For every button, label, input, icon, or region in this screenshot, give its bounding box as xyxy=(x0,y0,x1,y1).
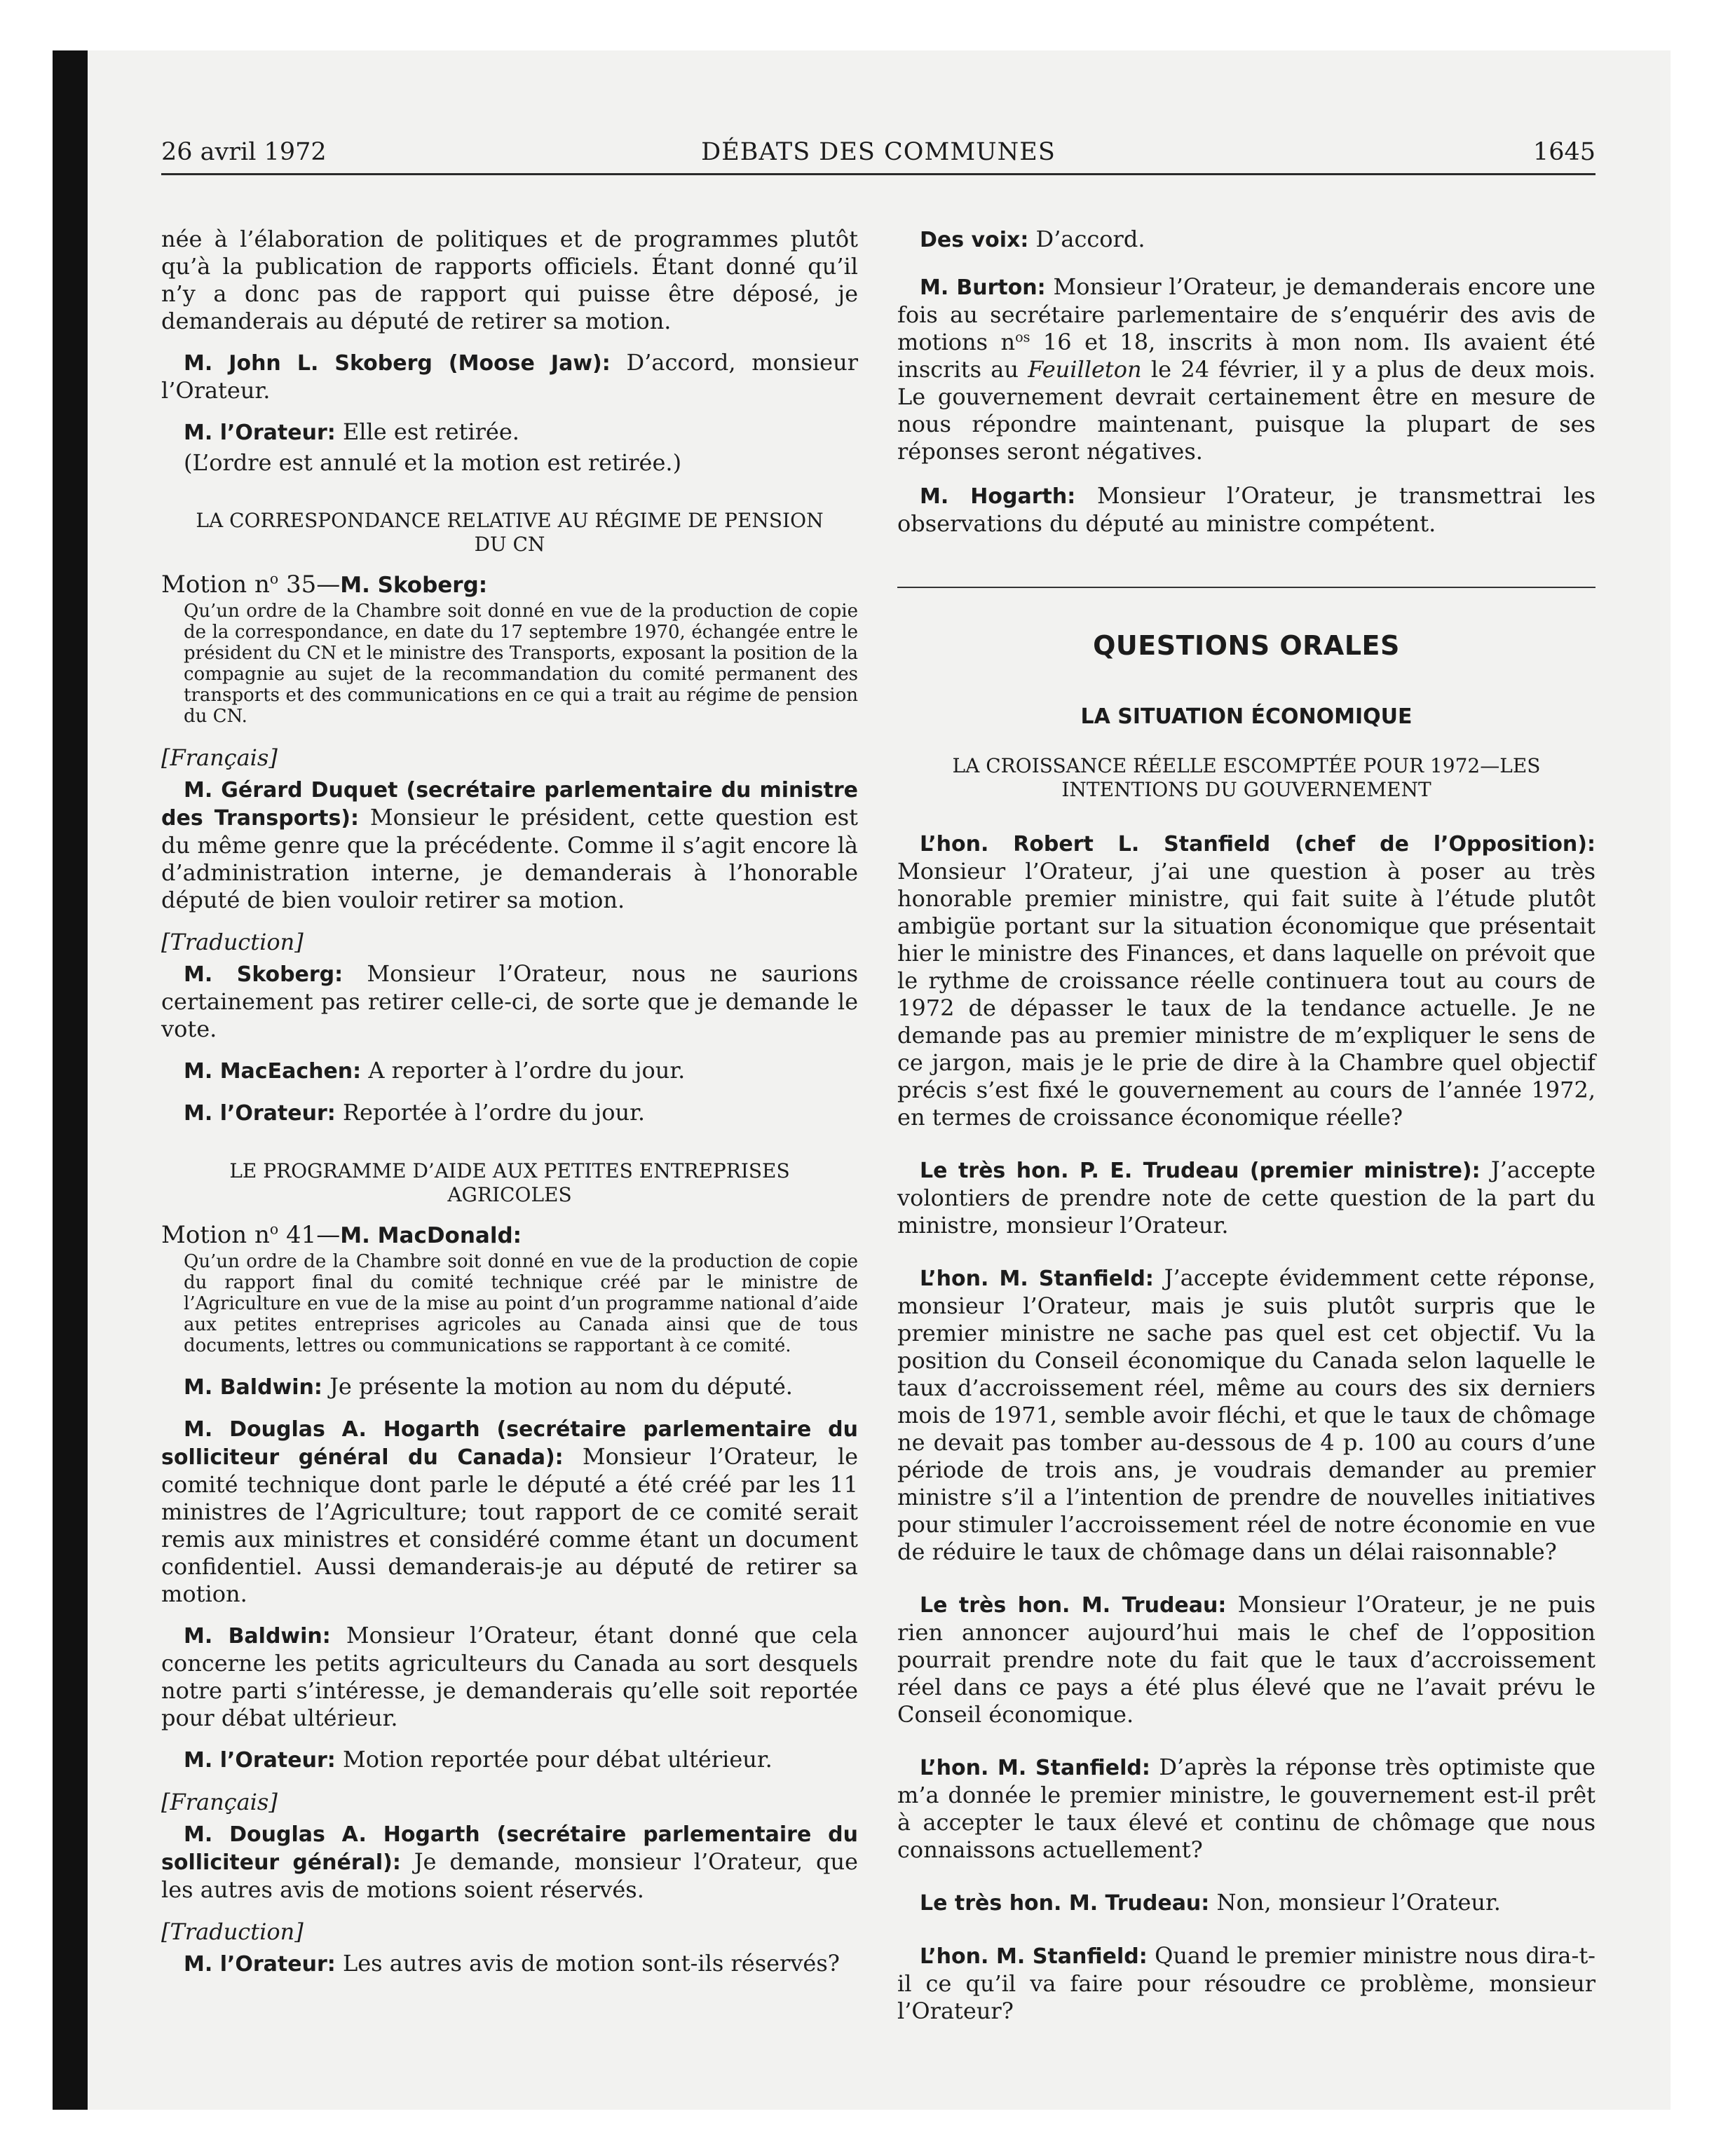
speaker-name: M. Douglas A. Hogarth (secrétaire parlementaire du solliciteur général du Canada): xyxy=(161,1417,858,1470)
speaker-name: M. Hogarth: xyxy=(920,484,1076,509)
paragraph: née à l’élaboration de politiques et de programmes plutôt qu’à la publication de rapports officiels. Étant donné qu’il n’y a donc pas de rapport qui puisse être déposé, je demanderais au député de retirer sa motion. xyxy=(161,226,858,334)
motion-text: Qu’un ordre de la Chambre soit donné en vue de la production de copie de la correspondance, en date du 17 septembre 1970, échangée entre le président du CN et le ministre des Transports, exposant la position de la compagnie au sujet de la recommandation du comité permanent des transports et des communications en ce qui a trait au régime de pension du CN. xyxy=(184,601,858,727)
section-title: QUESTIONS ORALES xyxy=(1093,630,1400,661)
motion-mover: M. MacDonald: xyxy=(340,1223,522,1248)
paragraph xyxy=(161,1950,858,1978)
paragraph xyxy=(161,1746,858,1774)
paragraph xyxy=(161,1622,858,1732)
speaker-name: M. l’Orateur: xyxy=(184,421,336,445)
speech-text: Quand le premier ministre nous dira-t-il ce qu’il va faire pour résoudre ce problème, monsieur l’Orateur? xyxy=(897,1942,1595,2024)
paragraph xyxy=(897,830,1595,1131)
speech-text: Monsieur l’Orateur, je transmettrai les observations du député au ministre compétent. xyxy=(897,482,1595,537)
speech-text: 16 et 18, inscrits à mon nom. Ils avaient été inscrits au xyxy=(897,329,1595,383)
speech-text: Reportée à l’ordre du jour. xyxy=(335,1099,646,1126)
header-title: DÉBATS DES COMMUNES xyxy=(701,138,1056,166)
speech-text: Monsieur le président, cette question est du même genre que la précédente. Comme il s’agit encore là d’administration interne, je demanderais à l’honorable député de bien vouloir retirer sa motion. xyxy=(161,804,859,913)
speech-text: Monsieur l’Orateur, j’ai une question à poser au très honorable premier ministre, qui fait suite à l’étude plutôt ambigüe portant sur la situation économique que présentait hier le ministre des Finances, et dans laquelle on prévoit que le rythme de croissance réelle continuera tout au cours de 1972 de dépasser le taux de la tendance actuelle. Je ne demande pas au premier ministre de m’expliquer le sens de ce jargon, mais je le prie de dire à la Chambre quel objectif précis s’est fixé le gouvernement au cours de l’année 1972, en termes de croissance économique réelle? xyxy=(897,858,1595,1131)
paragraph xyxy=(897,1942,1595,2025)
speech-text: le 24 février, il y a plus de deux mois. Le gouvernement devrait certainement être en mesure de nous répondre maintenant, puisque la plupart de ses réponses seront négatives. xyxy=(897,356,1596,465)
language-tag: [Traduction] xyxy=(161,929,304,955)
paragraph xyxy=(897,1264,1595,1566)
speaker-name: M. l’Orateur: xyxy=(184,1952,336,1977)
speech-text: D’après la réponse très optimiste que m’a donnée le premier ministre, le gouvernement est-il prêt à accepter le taux élevé et continu de chômage que nous connaissons actuellement? xyxy=(897,1754,1595,1863)
speech-sup: os xyxy=(1015,329,1030,346)
language-tag: [Français] xyxy=(161,1789,278,1815)
speech-text: J’accepte volontiers de prendre note de cette question de la part du ministre, monsieur l’Orateur. xyxy=(897,1157,1596,1239)
speech-text: Monsieur l’Orateur, je demanderais encore une fois au secrétaire parlementaire de s’enquérir des avis de motions n xyxy=(897,273,1595,355)
speech-text: Elle est retirée. xyxy=(335,418,519,445)
speaker-name: L’hon. M. Stanfield: xyxy=(920,1267,1154,1291)
speaker-name: M. Douglas A. Hogarth (secrétaire parlementaire du solliciteur général): xyxy=(161,1822,858,1875)
right-column xyxy=(897,226,1595,2050)
paragraph xyxy=(161,349,858,404)
speaker-name: M. l’Orateur: xyxy=(184,1748,336,1773)
paragraph xyxy=(161,1373,858,1401)
speech-text: Motion reportée pour débat ultérieur. xyxy=(335,1746,773,1773)
speaker-name: M. l’Orateur: xyxy=(184,1101,336,1126)
speech-text: Monsieur l’Orateur, étant donné que cela concerne les petits agriculteurs du Canada au sort desquels notre parti s’intéresse, je demanderais qu’elle soit reportée pour débat ultérieur. xyxy=(161,1622,859,1731)
speaker-name: M. Baldwin: xyxy=(184,1624,331,1649)
speech-text: J’accepte évidemment cette réponse, monsieur l’Orateur, mais je suis plutôt surpris que le premier ministre ne sache pas quel est cet objectif. Vu la position du Conseil économique du Canada selon laquelle le taux d’accroissement réel, même au cours des six derniers mois de 1971, semble avoir fléchi, et que le taux de chômage ne devait pas tomber au-dessous de 4 p. 100 au cours d’une période de trois ans, je voudrais demander au premier ministre s’il a l’intention de prendre de nouvelles initiatives pour stimuler l’accroissement réel de notre économie en vue de réduire le taux de chômage dans un délai raisonnable? xyxy=(897,1264,1595,1565)
paragraph xyxy=(161,1415,858,1608)
speaker-name: Des voix: xyxy=(920,228,1029,252)
speech-text: Monsieur l’Orateur, le comité technique dont parle le député a été créé par les 11 ministres de l’Agriculture; tout rapport de ce comité serait remis aux ministres et considéré comme étant un document confidentiel. Aussi demanderais-je au député de retirer sa motion. xyxy=(161,1443,859,1607)
speech-text: Je présente la motion au nom du député. xyxy=(322,1373,793,1400)
question-heading: LA CROISSANCE RÉELLE ESCOMPTÉE POUR 1972—LES INTENTIONS DU GOUVERNEMENT xyxy=(952,754,1541,801)
paragraph xyxy=(161,1099,858,1127)
subsection-title: LA SITUATION ÉCONOMIQUE xyxy=(1080,704,1413,729)
paragraph xyxy=(897,1157,1595,1239)
publication-title: Feuilleton xyxy=(1028,356,1142,383)
motion-number: 35— xyxy=(278,571,341,599)
paragraph xyxy=(897,273,1595,465)
motion-label: Motion n xyxy=(161,571,270,599)
motion-heading: LE PROGRAMME D’AIDE AUX PETITES ENTREPRISES AGRICOLES xyxy=(229,1159,790,1206)
motion-sup: o xyxy=(269,570,279,587)
paragraph xyxy=(897,226,1595,254)
paragraph xyxy=(161,418,858,446)
speaker-name: Le très hon. M. Trudeau: xyxy=(920,1593,1227,1618)
motion-heading: LA CORRESPONDANCE RELATIVE AU RÉGIME DE PENSION DU CN xyxy=(196,509,824,556)
speaker-name: M. Skoberg: xyxy=(184,962,343,987)
speech-text: D’accord. xyxy=(1028,226,1145,252)
paragraph xyxy=(897,1889,1595,1917)
running-header xyxy=(161,137,1595,175)
paragraph xyxy=(161,1057,858,1085)
speech-text: Je demande, monsieur l’Orateur, que les autres avis de motions soient réservés. xyxy=(161,1848,858,1903)
speaker-name: L’hon. M. Stanfield: xyxy=(920,1756,1150,1780)
header-page-number: 1645 xyxy=(1532,138,1595,166)
speaker-name: L’hon. Robert L. Stanfield (chef de l’Opposition): xyxy=(920,832,1595,857)
motion-sup: o xyxy=(269,1220,279,1238)
paragraph xyxy=(161,1820,858,1904)
speaker-name: M. John L. Skoberg (Moose Jaw): xyxy=(184,351,611,376)
motion-title xyxy=(161,1221,858,1250)
language-tag: [Traduction] xyxy=(161,1918,304,1945)
language-tag: [Français] xyxy=(161,744,278,771)
section-divider xyxy=(897,587,1595,588)
speaker-name: M. MacEachen: xyxy=(184,1059,362,1084)
motion-number: 41— xyxy=(278,1221,341,1249)
paragraph xyxy=(897,482,1595,538)
speaker-name: L’hon. M. Stanfield: xyxy=(920,1944,1148,1969)
motion-title xyxy=(161,571,858,599)
speaker-name: Le très hon. P. E. Trudeau (premier ministre): xyxy=(920,1159,1481,1183)
paragraph xyxy=(161,776,858,914)
scan-edge-bar xyxy=(53,50,88,2110)
speech-text: D’accord, monsieur l’Orateur. xyxy=(161,349,859,404)
procedural-note: (L’ordre est annulé et la motion est retirée.) xyxy=(184,449,682,476)
speech-text: Monsieur l’Orateur, nous ne saurions certainement pas retirer celle-ci, de sorte que je demande le vote. xyxy=(161,960,859,1042)
speech-text: A reporter à l’ordre du jour. xyxy=(361,1057,686,1084)
left-column xyxy=(161,226,858,1992)
speaker-name: Le très hon. M. Trudeau: xyxy=(920,1891,1210,1916)
motion-mover: M. Skoberg: xyxy=(340,573,488,598)
speech-text: Non, monsieur l’Orateur. xyxy=(1209,1889,1501,1916)
paragraph xyxy=(897,1591,1595,1728)
motion-label: Motion n xyxy=(161,1221,270,1249)
motion-text: Qu’un ordre de la Chambre soit donné en vue de la production de copie du rapport final du comité technique créé par le ministre de l’Agriculture en vue de la mise au point d’un programme national d’aide aux petites entreprises agricoles au Canada ainsi que de tous documents, lettres ou communications se rapportant à ce comité. xyxy=(184,1251,858,1356)
paragraph xyxy=(161,960,858,1043)
speaker-name: M. Baldwin: xyxy=(184,1375,322,1400)
speech-text: Monsieur l’Orateur, je ne puis rien annoncer aujourd’hui mais le chef de l’opposition pourrait prendre note du fait que le taux d’accroissement réel dans ce pays a été plus élevé que ne l’avait prévu le Conseil économique. xyxy=(897,1591,1596,1728)
header-date: 26 avril 1972 xyxy=(161,138,327,166)
speaker-name: M. Gérard Duquet (secrétaire parlementaire du ministre des Transports): xyxy=(161,778,858,831)
paragraph xyxy=(897,1754,1595,1864)
speaker-name: M. Burton: xyxy=(920,275,1046,300)
speech-text: Les autres avis de motion sont-ils réservés? xyxy=(335,1950,840,1977)
